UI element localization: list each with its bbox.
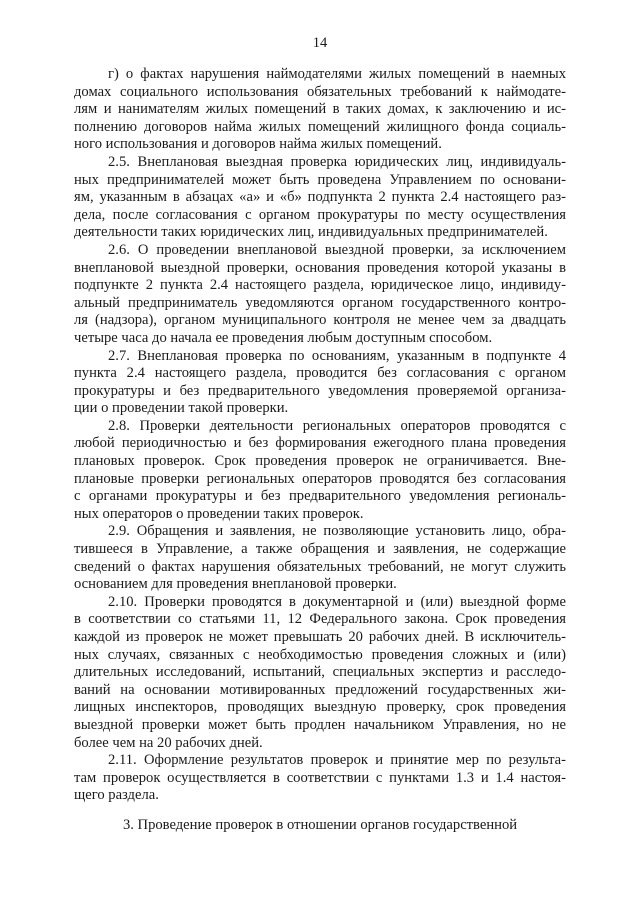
text-line: в соответствии со статьями 11, 12 Федерального закона. Срок проведения [74,611,566,628]
paragraph-para-2-8 [74,418,566,524]
text-line: ного использования и договоров найма жилых помещений. [74,136,442,153]
text-line: 2.8. Проверки деятельности региональных операторов проводятся с [108,417,566,434]
text-line: ям, указанным в абзацах «а» и «б» подпункта 2 пункта 2.4 настоящего раз- [74,189,566,206]
paragraph-para-g [74,66,566,154]
text-line: деятельности таких юридических лиц, индивидуальных предпринимателей. [74,224,548,241]
text-line: полнению договоров найма жилых помещений жилищного фонда социаль- [74,118,566,135]
text-line: дела, после согласования с органом прокуратуры по месту осуществления [74,206,566,223]
text-line: г) о фактах нарушения наймодателями жилых помещений в наемных [108,66,566,82]
text-line: подпункте 2 пункта 2.4 настоящего раздела, юридическое лицо, индивиду- [74,277,566,294]
text-line: ции о проведении такой проверки. [74,400,289,417]
text-line: внеплановой выездной проверки, основания проведения которой указаны в [74,259,566,276]
text-line: лям и нанимателям жилых помещений в таких домах, к заключению и ис- [74,101,566,118]
text-line: ных предпринимателей может быть проведена Управлением по основани- [74,171,566,188]
text-line: ных случаях, связанных с необходимостью проведения сложных и (или) [74,646,566,663]
paragraph-para-2-5 [74,154,566,242]
text-line: пункта 2.4 настоящего раздела, проводится без согласования с органом [74,365,566,382]
document-body [74,66,566,805]
text-line: ля (надзора), органом муниципального контроля не менее чем за двадцать [74,312,566,329]
text-line: более чем на 20 рабочих дней. [74,734,263,751]
text-line: основанием для проведения внеплановой проверки. [74,576,397,593]
text-line: каждой из проверок не может превышать 20 рабочих дней. В исключитель- [74,629,566,645]
text-line: плановые проверки региональных операторов проводятся без согласования [74,470,566,487]
paragraph-para-2-10 [74,594,566,752]
text-line: домах социального использования обязательных требований к наймодате- [74,83,566,100]
text-line: выездной проверки может быть продлен начальником Управления, но не [74,716,566,733]
paragraph-para-2-9 [74,523,566,593]
text-line: лищных инспекторов, проводящих выездную проверку, срок проведения [74,699,566,716]
paragraph-para-2-6 [74,242,566,348]
text-line: 2.9. Обращения и заявления, не позволяющие установить лицо, обра- [108,523,566,540]
text-line: прокуратуры и без предварительного уведомления проверяемой организа- [74,382,566,399]
text-line: плановых проверок. Срок проведения проверок не ограничивается. Вне- [74,453,566,470]
text-line: 2.11. Оформление результатов проверок и принятие мер по результа- [108,752,566,769]
text-line: любой периодичностью и без формирования ежегодного плана проведения [74,435,566,452]
text-line: четыре часа до начала ее проведения любым доступным способом. [74,329,493,346]
text-line: щего раздела. [74,787,159,804]
text-line: сведений о фактах нарушения обязательных требований, не могут служить [74,558,566,575]
text-line: альный предприниматель уведомляются органом государственного контро- [74,294,566,311]
text-line: 2.7. Внеплановая проверка по основаниям, указанным в подпункте 4 [108,347,566,364]
text-line: 2.6. О проведении внеплановой выездной проверки, за исключением [108,241,566,258]
text-line: ваний на основании мотивированных предложений государственных жи- [74,681,566,698]
page-number: 14 [312,35,328,51]
text-line: ных операторов о проведении таких проверок. [74,505,364,522]
text-line: длительных исследований, испытаний, специальных экспертиз и расследо- [74,664,566,681]
text-line: 2.10. Проверки проводятся в документарной и (или) выездной форме [108,593,566,610]
section-heading: 3. Проведение проверок в отношении органов государственной [122,817,518,833]
paragraph-para-2-11 [74,752,566,805]
text-line: с органами прокуратуры и без предварительного уведомления региональ- [74,488,566,505]
text-line: 2.5. Внеплановая выездная проверка юридических лиц, индивидуаль- [108,153,566,170]
paragraph-para-2-7 [74,348,566,418]
text-line: там проверок осуществляется в соответствии с пунктами 1.3 и 1.4 настоя- [74,769,566,786]
text-line: тившееся в Управление, а также обращения и заявления, не содержащие [74,541,566,558]
